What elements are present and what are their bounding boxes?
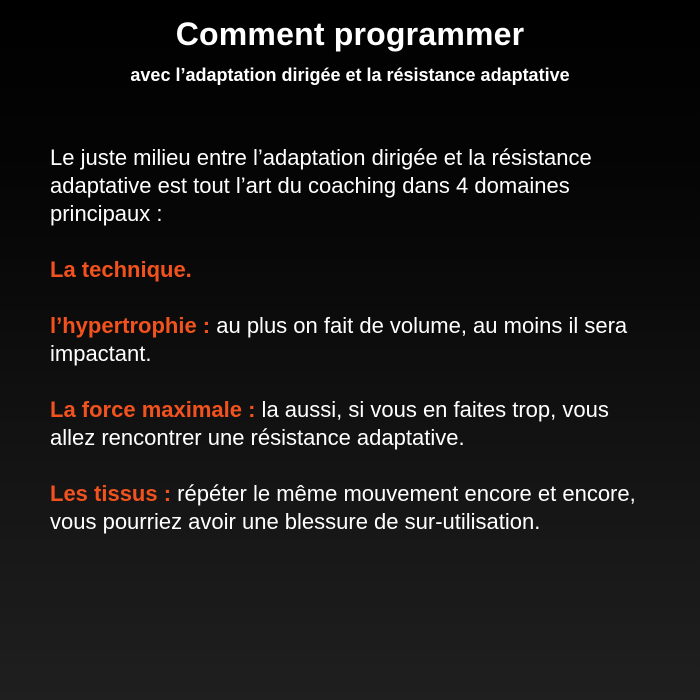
domain-force-maximale-text: la aussi, si vous en faites trop, vous allez rencontrer une résistance adaptative. xyxy=(50,397,609,450)
domain-tissus-label: Les tissus : xyxy=(50,481,172,506)
domain-force-maximale xyxy=(50,396,660,452)
intro-paragraph: Le juste milieu entre l’adaptation dirigée et la résistance adaptative est tout l’art du coaching dans 4 domaines principaux : xyxy=(50,145,592,226)
domain-hypertrophie-text: au plus on fait de volume, au moins il sera impactant. xyxy=(50,313,628,366)
domain-tissus xyxy=(50,480,660,536)
domain-tissus-text: répéter le même mouvement encore et encore, vous pourriez avoir une blessure de sur-utilisation. xyxy=(50,481,636,534)
domain-technique-label: La technique. xyxy=(50,257,192,282)
page-title: Comment programmer xyxy=(175,16,525,52)
domain-force-maximale-label: La force maximale : xyxy=(50,397,256,422)
domain-technique xyxy=(50,256,660,284)
domain-hypertrophie-label: l’hypertrophie : xyxy=(50,313,211,338)
content xyxy=(50,144,660,564)
page-subtitle: avec l’adaptation dirigée et la résistance adaptative xyxy=(130,65,570,85)
domain-hypertrophie xyxy=(50,312,660,368)
